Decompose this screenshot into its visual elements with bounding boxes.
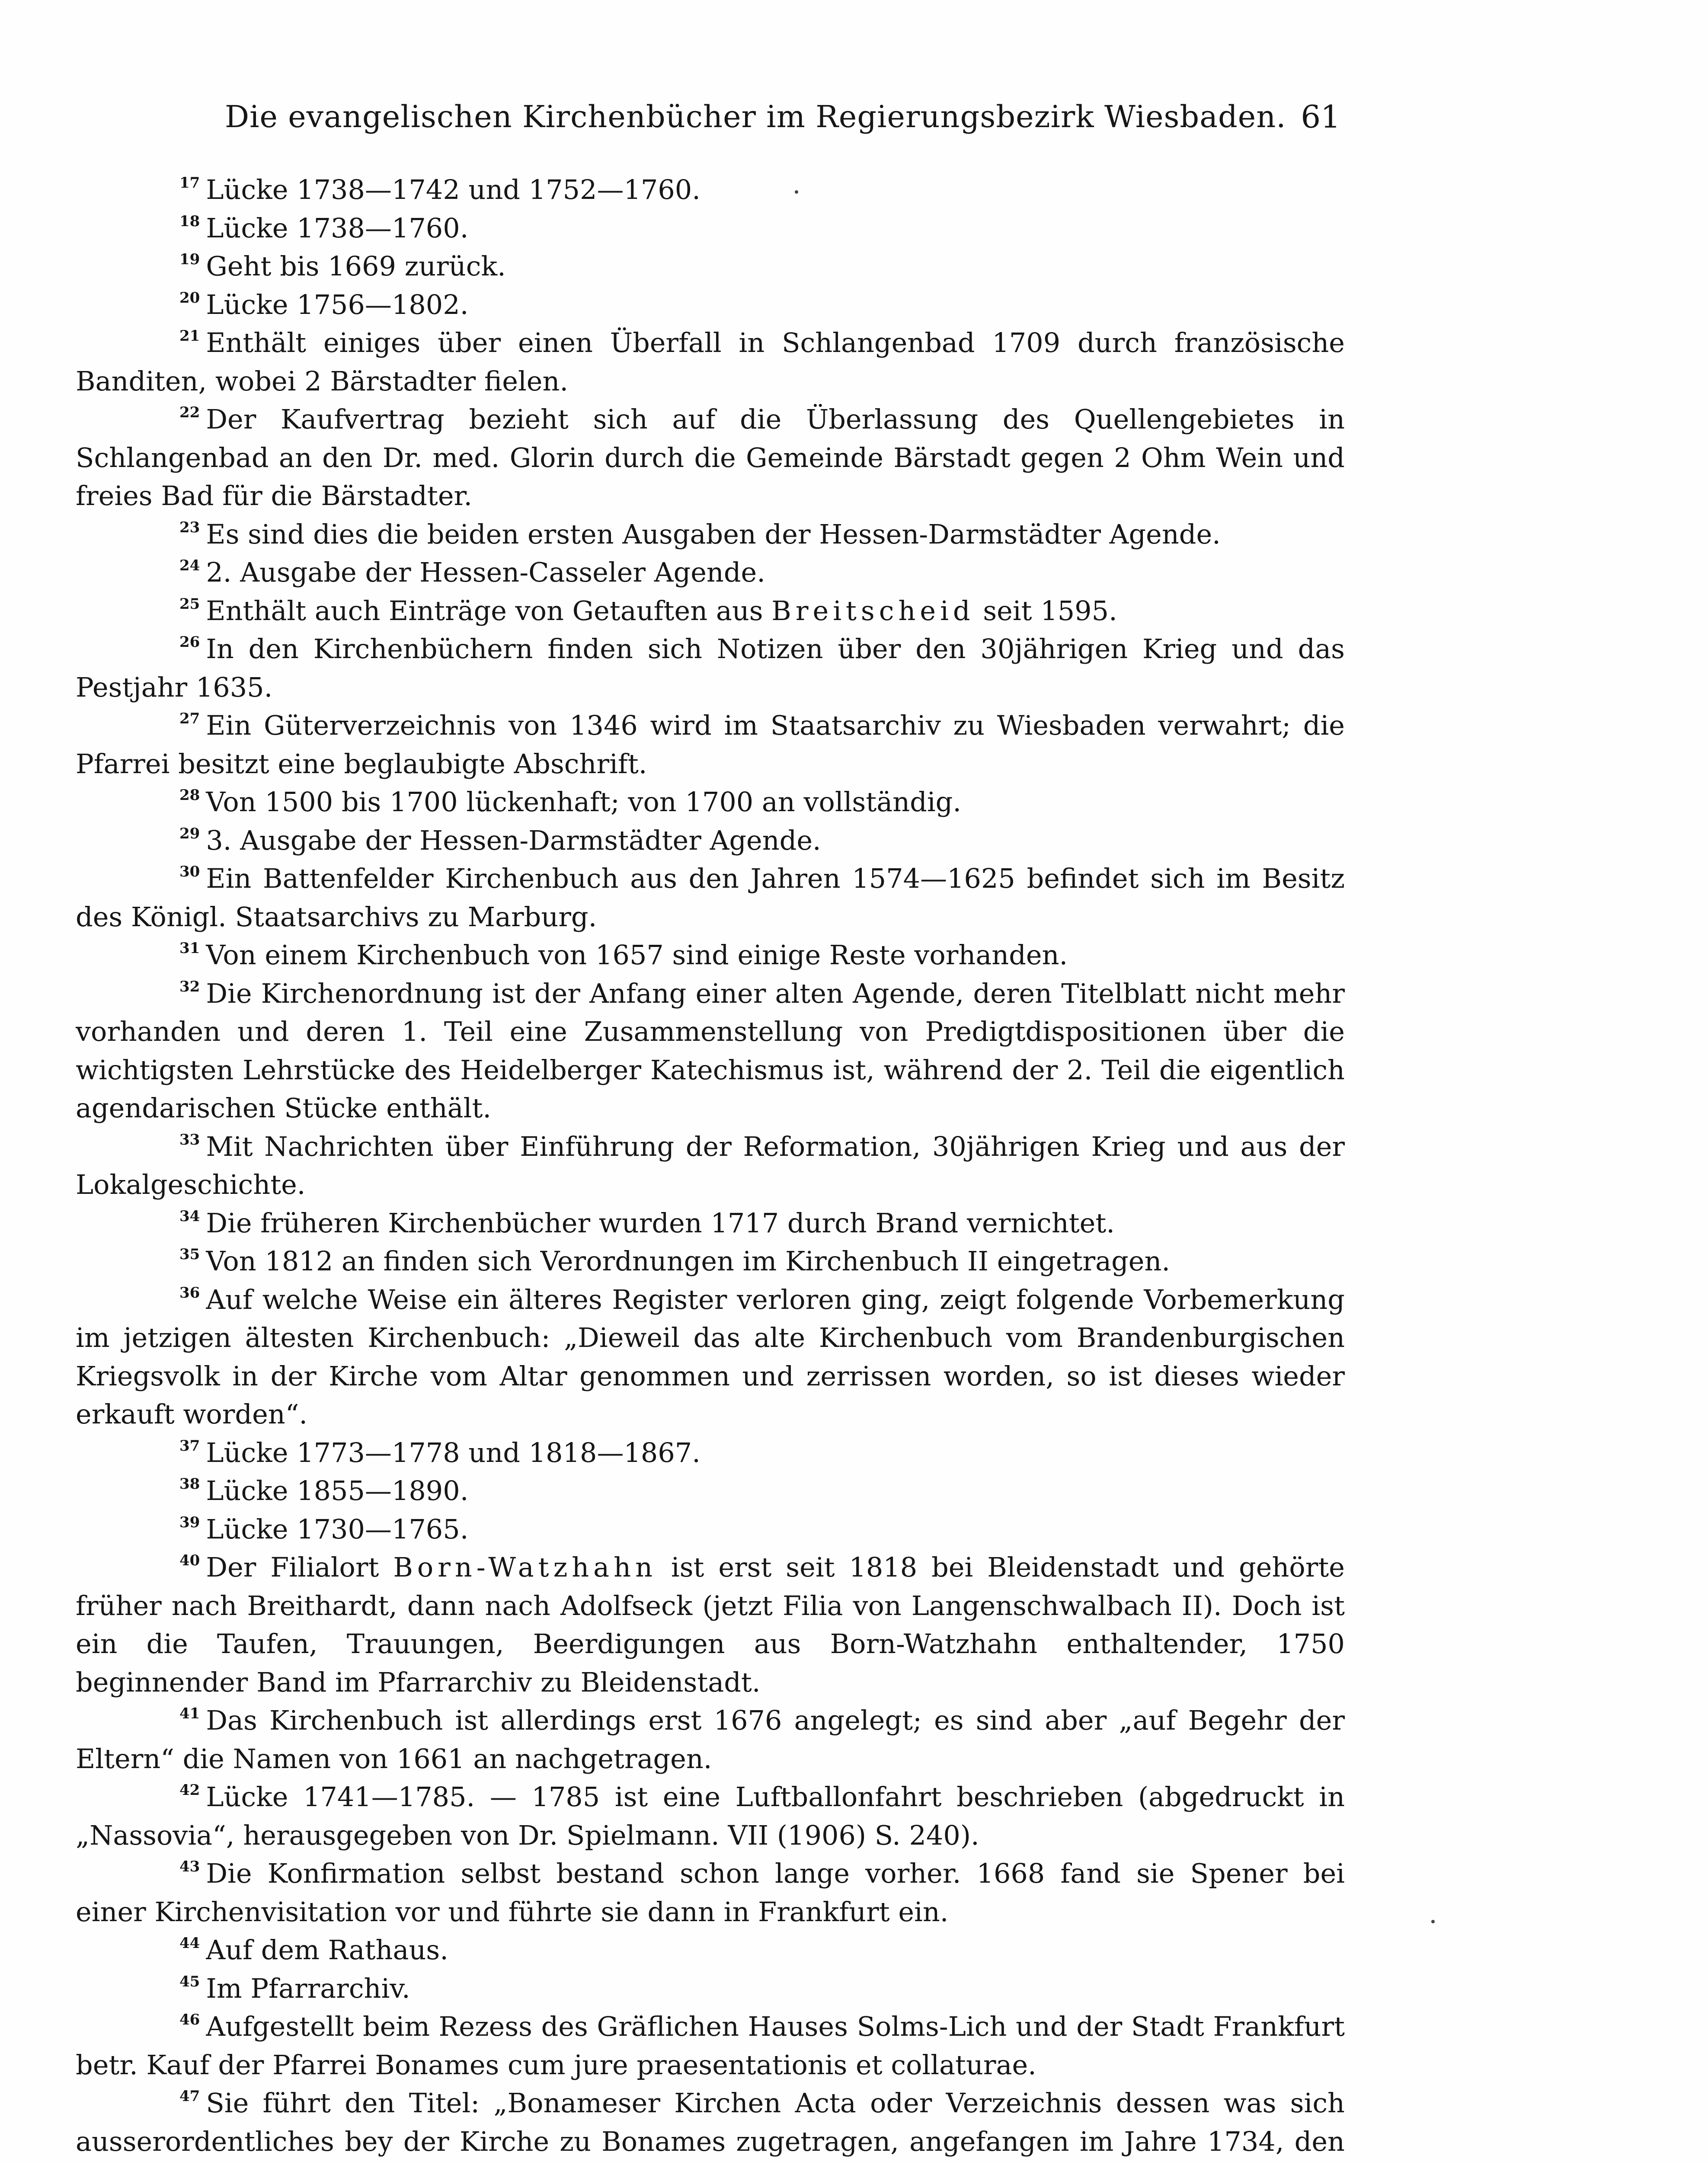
footnote-number: 26 (179, 633, 200, 651)
footnote-text: Aufgestellt beim Rezess des Gräflichen Hauses Solms-Lich und der Stadt Frankfurt betr. Kauf der Pfarrei Bonames cum jure praesentationis et collaturae. (76, 2011, 1345, 2081)
footnote-number: 29 (179, 825, 200, 842)
footnote-number: 43 (179, 1858, 200, 1875)
footnote (76, 1281, 1345, 1434)
footnote (76, 247, 1345, 286)
footnote (76, 783, 1345, 822)
footnote (76, 324, 1345, 400)
footnote (76, 860, 1345, 936)
footnote-number: 27 (179, 710, 200, 727)
footnote-text: 2. Ausgabe der Hessen-Casseler Agende. (206, 556, 765, 588)
footnote (76, 975, 1345, 1128)
footnote (76, 1472, 1345, 1510)
footnote-text: Das Kirchenbuch ist allerdings erst 1676 angelegt; es sind aber „auf Begehr der Eltern“ die Namen von 1661 an nachgetragen. (76, 1705, 1345, 1775)
footnote (76, 1701, 1345, 1778)
footnote-number: 31 (179, 940, 200, 957)
running-header (76, 91, 1345, 143)
footnote-number: 38 (179, 1475, 200, 1493)
footnote (76, 1128, 1345, 1204)
footnote-text: Enthält einiges über einen Überfall in Schlangenbad 1709 durch französische Banditen, wobei 2 Bärstadter fielen. (76, 327, 1345, 397)
footnote-text: Auf welche Weise ein älteres Register verloren ging, zeigt folgende Vorbemerkung im jetzigen ältesten Kirchenbuch: „Dieweil das alte Kirchenbuch vom Brandenburgischen Kriegsvolk in der Kirche vom Altar genommen und zerrissen worden, so ist dieses wieder erkauft worden“. (76, 1283, 1345, 1430)
footnote (76, 1548, 1345, 1701)
footnote (76, 2084, 1345, 2162)
footnote-number: 37 (179, 1437, 200, 1455)
footnote-text: Es sind dies die beiden ersten Ausgaben der Hessen-Darmstädter Agende. (206, 518, 1221, 550)
footnote-number: 30 (179, 863, 200, 880)
footnote-text: Der Kaufvertrag bezieht sich auf die Überlassung des Quellengebietes in Schlangenbad an den Dr. med. Glorin durch die Gemeinde Bärstadt gegen 2 Ohm Wein und freies Bad für die Bärstadter. (76, 403, 1345, 512)
footnote-text: Die früheren Kirchenbücher wurden 1717 durch Brand vernichtet. (206, 1207, 1115, 1239)
footnote-number: 44 (179, 1935, 200, 1952)
footnote-text: seit 1595. (974, 595, 1117, 627)
footnote-text: Lücke 1773—1778 und 1818—1867. (206, 1436, 700, 1468)
print-speck (1431, 1920, 1435, 1923)
footnote-text: Lücke 1738—1760. (206, 212, 469, 244)
print-speck (795, 190, 798, 194)
footnote-text: 3. Ausgabe der Hessen-Darmstädter Agende. (206, 824, 821, 856)
spaced-place-name: Breitscheid (771, 595, 975, 627)
footnote (76, 707, 1345, 783)
footnote-text: Auf dem Rathaus. (206, 1934, 448, 1966)
footnote-text: Ein Güterverzeichnis von 1346 wird im Staatsarchiv zu Wiesbaden verwahrt; die Pfarrei besitzt eine beglaubigte Abschrift. (76, 710, 1345, 780)
footnote-number: 28 (179, 787, 200, 804)
footnote-text: Enthält auch Einträge von Getauften aus (206, 595, 772, 627)
footnote-number: 24 (179, 557, 200, 574)
page-number: 61 (1301, 99, 1340, 135)
footnote-number: 33 (179, 1131, 200, 1148)
footnote (76, 515, 1345, 554)
footnote (76, 1855, 1345, 1931)
footnote-text: In den Kirchenbüchern finden sich Notizen über den 30jährigen Krieg und das Pestjahr 1635. (76, 633, 1345, 703)
footnote (76, 1510, 1345, 1549)
footnote (76, 2008, 1345, 2084)
footnote-text: Von 1812 an finden sich Verordnungen im Kirchenbuch II eingetragen. (206, 1245, 1171, 1277)
footnote-number: 45 (179, 1973, 200, 1990)
footnote (76, 822, 1345, 860)
footnote-number: 32 (179, 978, 200, 995)
footnote-text: Ein Battenfelder Kirchenbuch aus den Jahren 1574—1625 befindet sich im Besitz des Königl. Staatsarchivs zu Marburg. (76, 863, 1345, 933)
footnote-number: 20 (179, 289, 200, 307)
footnote-number: 19 (179, 251, 200, 268)
footnote (76, 400, 1345, 515)
footnote-number: 46 (179, 2011, 200, 2028)
footnote-number: 22 (179, 404, 200, 421)
footnote (76, 1242, 1345, 1281)
spaced-place-name: Born-Watzhahn (393, 1551, 657, 1583)
footnote (76, 209, 1345, 248)
footnote-text: Lücke 1741—1785. — 1785 ist eine Luftballonfahrt beschrieben (abgedruckt in „Nassovia“, herausgegeben von Dr. Spielmann. VII (1906) S. 240). (76, 1781, 1345, 1851)
footnote (76, 171, 1345, 209)
footnote (76, 592, 1345, 630)
footnote-number: 39 (179, 1513, 200, 1531)
footnote (76, 630, 1345, 707)
footnote-number: 47 (179, 2088, 200, 2105)
footnote-number: 42 (179, 1781, 200, 1799)
footnote-number: 18 (179, 212, 200, 230)
footnote-number: 17 (179, 174, 200, 192)
footnote-number: 40 (179, 1552, 200, 1569)
footnote-number: 36 (179, 1284, 200, 1302)
footnote (76, 553, 1345, 592)
footnote-number: 21 (179, 327, 200, 345)
footnote-text: Von 1500 bis 1700 lückenhaft; von 1700 an vollständig. (206, 786, 962, 818)
footnote-text: Lücke 1855—1890. (206, 1475, 469, 1506)
footnote (76, 1970, 1345, 2008)
footnote (76, 286, 1345, 324)
footnote-text: Lücke 1730—1765. (206, 1513, 469, 1545)
footnotes-list (76, 171, 1345, 2162)
footnote (76, 936, 1345, 975)
footnote-text: Lücke 1756—1802. (206, 288, 469, 320)
footnote-text: ist erst seit 1818 bei Bleidenstadt und gehörte früher nach Breithardt, dann nach Adolfseck (jetzt Filia von Langenschwalbach II). Doch ist ein die Taufen, Trauungen, Beerdigungen aus Born-Watzhahn enthaltender, 1750 beginnender Band im Pfarrarchiv zu Bleidenstadt. (76, 1551, 1345, 1698)
footnote-number: 35 (179, 1246, 200, 1263)
footnote-text: Mit Nachrichten über Einführung der Reformation, 30jährigen Krieg und aus der Lokalgeschichte. (76, 1130, 1345, 1200)
footnote-number: 25 (179, 595, 200, 613)
footnote-text: Der Filialort (206, 1551, 393, 1583)
footnote (76, 1204, 1345, 1243)
footnote (76, 1931, 1345, 1970)
footnote-text: Die Konfirmation selbst bestand schon lange vorher. 1668 fand sie Spener bei einer Kirchenvisitation vor und führte sie dann in Frankfurt ein. (76, 1858, 1345, 1928)
footnote-text: Die Kirchenordnung ist der Anfang einer alten Agende, deren Titelblatt nicht mehr vorhanden und deren 1. Teil eine Zusammenstellung von Predigtdispositionen über die wichtigsten Lehrstücke des Heidelberger Katechismus ist, während der 2. Teil die eigentlich agendarischen Stücke enthält. (76, 977, 1345, 1124)
footnote-number: 23 (179, 518, 200, 536)
footnote-number: 34 (179, 1207, 200, 1225)
footnote-text: Von einem Kirchenbuch von 1657 sind einige Reste vorhanden. (206, 939, 1068, 971)
footnote-text: Im Pfarrarchiv. (206, 1972, 410, 2004)
footnote-text: Geht bis 1669 zurück. (206, 250, 506, 282)
running-title: Die evangelischen Kirchenbücher im Regierungsbezirk Wiesbaden. (225, 99, 1286, 134)
footnote-number: 41 (179, 1705, 200, 1722)
footnote (76, 1434, 1345, 1472)
footnote-text: Sie führt den Titel: „Bonameser Kirchen Acta oder Verzeichnis dessen was sich ausserordentliches bey der Kirche zu Bonames zugetragen, angefangen im Jahre 1734, den (76, 2087, 1345, 2157)
footnote-text: Lücke 1738—1742 und 1752—1760. (206, 174, 700, 205)
footnote (76, 1778, 1345, 1855)
